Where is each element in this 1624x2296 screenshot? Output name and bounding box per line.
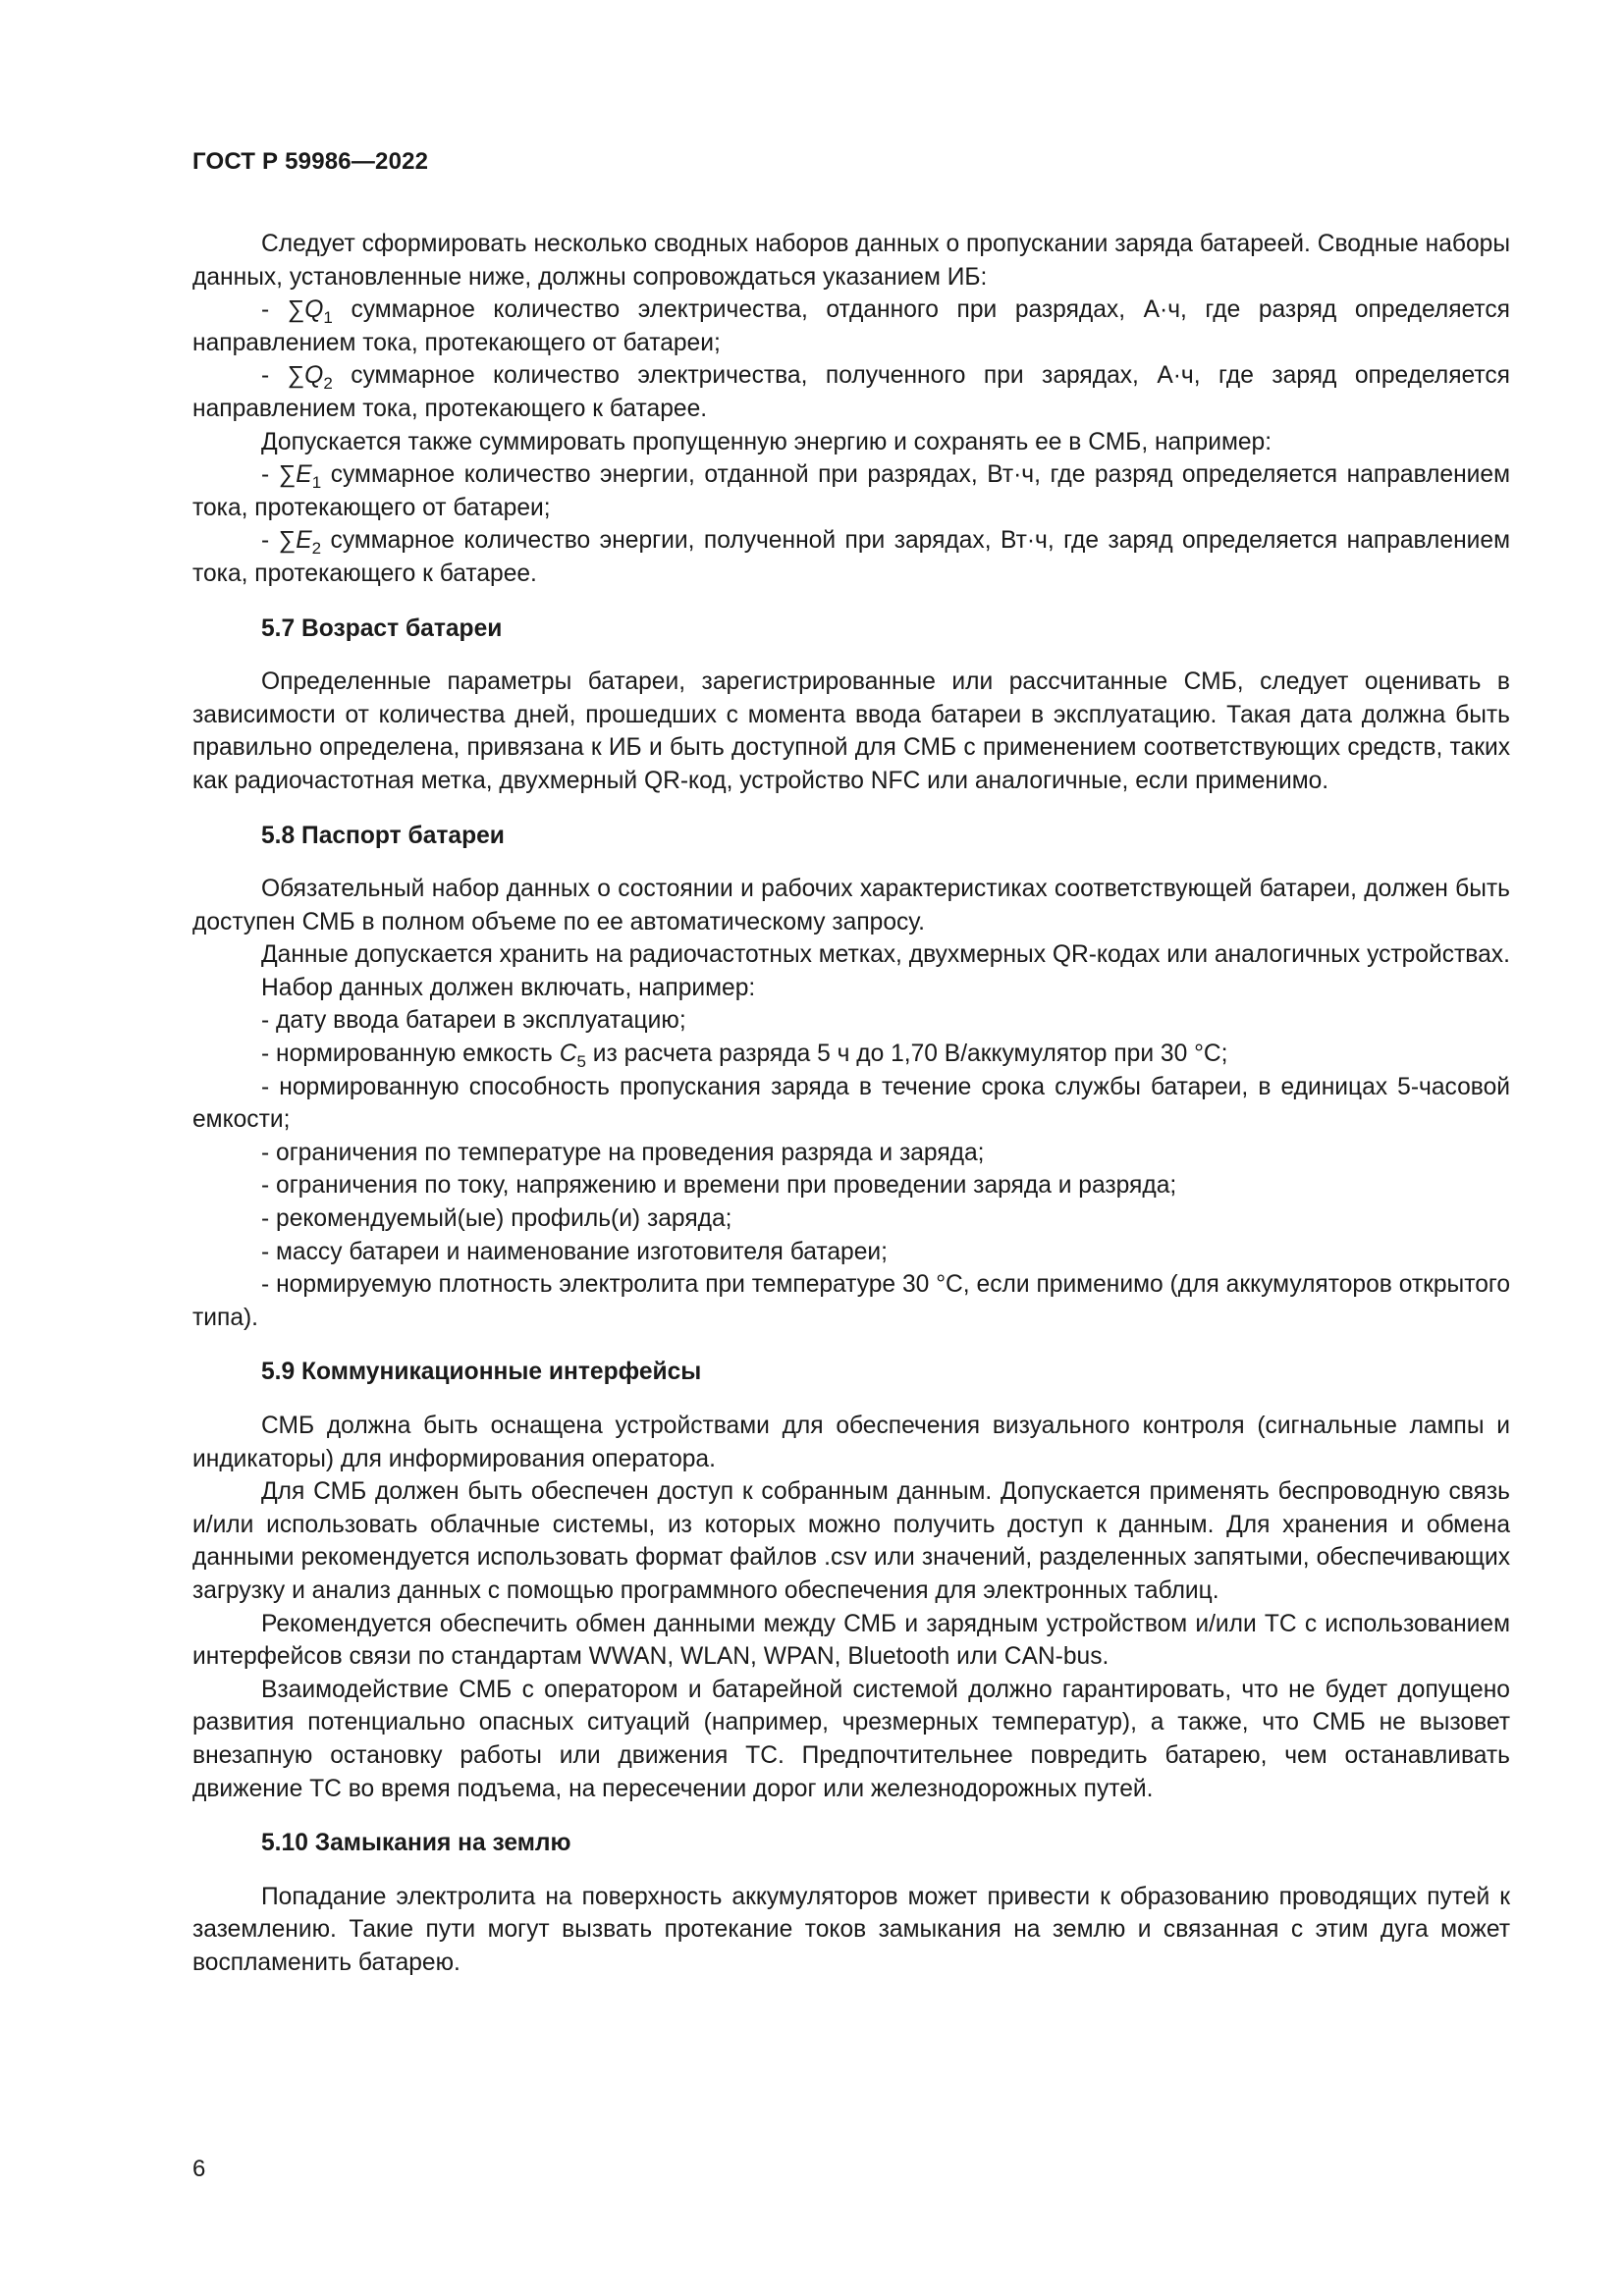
list-item: - нормированную способность пропускания заряда в течение срока службы батареи, в единицах 5-часовой емкости; bbox=[192, 1073, 1510, 1134]
page-number: 6 bbox=[192, 2156, 206, 2182]
list-item bbox=[192, 524, 1510, 590]
paragraph: Данные допускается хранить на радиочастотных метках, двухмерных QR-кодах или аналогичных устройствах. bbox=[261, 941, 1510, 969]
list-item bbox=[192, 458, 1510, 524]
symbol-sub: 2 bbox=[323, 374, 333, 394]
symbol-var: E bbox=[296, 527, 312, 555]
list-item: - массу батареи и наименование изготовителя батареи; bbox=[261, 1238, 888, 1265]
list-item: - рекомендуемый(ые) профиль(и) заряда; bbox=[261, 1205, 732, 1233]
list-item: - ограничения по температуре на проведения разряда и заряда; bbox=[261, 1139, 985, 1166]
symbol-var: Q bbox=[304, 362, 324, 390]
sum-prefix: - ∑ bbox=[261, 296, 305, 324]
symbol-sub: 5 bbox=[576, 1052, 586, 1072]
list-item-text: из расчета разряда 5 ч до 1,70 В/аккумулятор при 30 °С; bbox=[585, 1041, 1228, 1068]
list-item bbox=[192, 1038, 1510, 1071]
paragraph: Попадание электролита на поверхность аккумуляторов может привести к образованию проводящих путей к заземлению. Такие пути могут вызвать протекание токов замыкания на землю и связанная с этим дуга может воспламенить батарею. bbox=[192, 1883, 1510, 1976]
sum-prefix: - ∑ bbox=[261, 461, 297, 489]
list-item-text: суммарное количество электричества, полученного при зарядах, А·ч, где заряд определяется направлением тока, протекающего к батарее. bbox=[192, 362, 1510, 422]
list-item bbox=[192, 359, 1510, 425]
symbol-var: E bbox=[296, 461, 312, 489]
section-heading-5-7: 5.7 Возраст батареи bbox=[261, 614, 503, 642]
paragraph: Набор данных должен включать, например: bbox=[261, 974, 756, 1001]
paragraph: Обязательный набор данных о состоянии и рабочих характеристиках соответствующей батареи, должен быть доступен СМБ в полном объеме по ее автоматическому запросу. bbox=[192, 876, 1510, 935]
paragraph: Допускается также суммировать пропущенную энергию и сохранять ее в СМБ, например: bbox=[261, 428, 1272, 455]
sum-prefix: - ∑ bbox=[261, 362, 305, 390]
sum-prefix: - ∑ bbox=[261, 527, 297, 555]
paragraph: Определенные параметры батареи, зарегистрированные или рассчитанные СМБ, следует оценивать в зависимости от количества дней, прошедших с момента ввода батареи в эксплуатацию. Такая дата должна быть правильно определена, привязана к ИБ и быть доступной для СМБ с применением соответствующих средств, таких как радиочастотная метка, двухмерный QR-код, устройство NFC или аналогичные, если применимо. bbox=[192, 668, 1510, 794]
list-item bbox=[192, 294, 1510, 359]
paragraph: СМБ должна быть оснащена устройствами для обеспечения визуального контроля (сигнальные лампы и индикаторы) для информирования оператора. bbox=[192, 1413, 1510, 1472]
paragraph: Взаимодействие СМБ с оператором и батарейной системой должно гарантировать, что не будет допущено развития потенциально опасных ситуаций (например, чрезмерных температур), а также, что СМБ не вызовет внезапную остановку работы или движения ТС. Предпочтительнее повредить батарею, чем останавливать движение ТС во время подъема, на пересечении дорог или железнодорожных путей. bbox=[192, 1676, 1510, 1802]
document-body bbox=[192, 228, 1510, 1980]
symbol-var: Q bbox=[304, 296, 324, 324]
list-item-text: суммарное количество энергии, полученной при зарядах, Вт·ч, где заряд определяется направлением тока, протекающего к батарее. bbox=[192, 527, 1510, 587]
section-heading-5-8: 5.8 Паспорт батареи bbox=[261, 822, 505, 849]
paragraph: Рекомендуется обеспечить обмен данными между СМБ и зарядным устройством и/или ТС с использованием интерфейсов связи по стандартам WWAN, WLAN, WPAN, Bluetooth или CAN-bus. bbox=[192, 1610, 1510, 1671]
list-item-text: суммарное количество энергии, отданной при разрядах, Вт·ч, где разряд определяется направлением тока, протекающего от батареи; bbox=[192, 461, 1511, 521]
list-item: - нормируемую плотность электролита при температуре 30 °С, если применимо (для аккумуляторов открытого типа). bbox=[192, 1271, 1510, 1331]
symbol-var: C bbox=[559, 1041, 577, 1068]
list-item: - дату ввода батареи в эксплуатацию; bbox=[261, 1007, 686, 1035]
list-item: - ограничения по току, напряжению и времени при проведении заряда и разряда; bbox=[261, 1172, 1177, 1200]
symbol-sub: 1 bbox=[311, 473, 322, 493]
section-heading-5-10: 5.10 Замыкания на землю bbox=[261, 1830, 571, 1857]
list-item-text: - нормированную емкость bbox=[261, 1041, 560, 1068]
paragraph: Для СМБ должен быть обеспечен доступ к собранным данным. Допускается применять беспроводную связь и/или использовать облачные системы, из которых можно получить доступ к данным. Для хранения и обмена данными рекомендуется использовать формат файлов .csv или значений, разделенных запятыми, обеспечивающих загрузку и анализ данных с помощью программного обеспечения для электронных таблиц. bbox=[192, 1478, 1510, 1604]
paragraph: Следует сформировать несколько сводных наборов данных о пропускании заряда батареей. Сводные наборы данных, установленные ниже, должны сопровождаться указанием ИБ: bbox=[192, 231, 1510, 291]
symbol-sub: 2 bbox=[311, 539, 322, 559]
symbol-sub: 1 bbox=[323, 308, 333, 328]
list-item-text: суммарное количество электричества, отданного при разрядах, А·ч, где разряд определяется направлением тока, протекающего от батареи; bbox=[192, 296, 1510, 356]
document-header: ГОСТ Р 59986—2022 bbox=[192, 148, 429, 175]
section-heading-5-9: 5.9 Коммуникационные интерфейсы bbox=[261, 1359, 702, 1386]
